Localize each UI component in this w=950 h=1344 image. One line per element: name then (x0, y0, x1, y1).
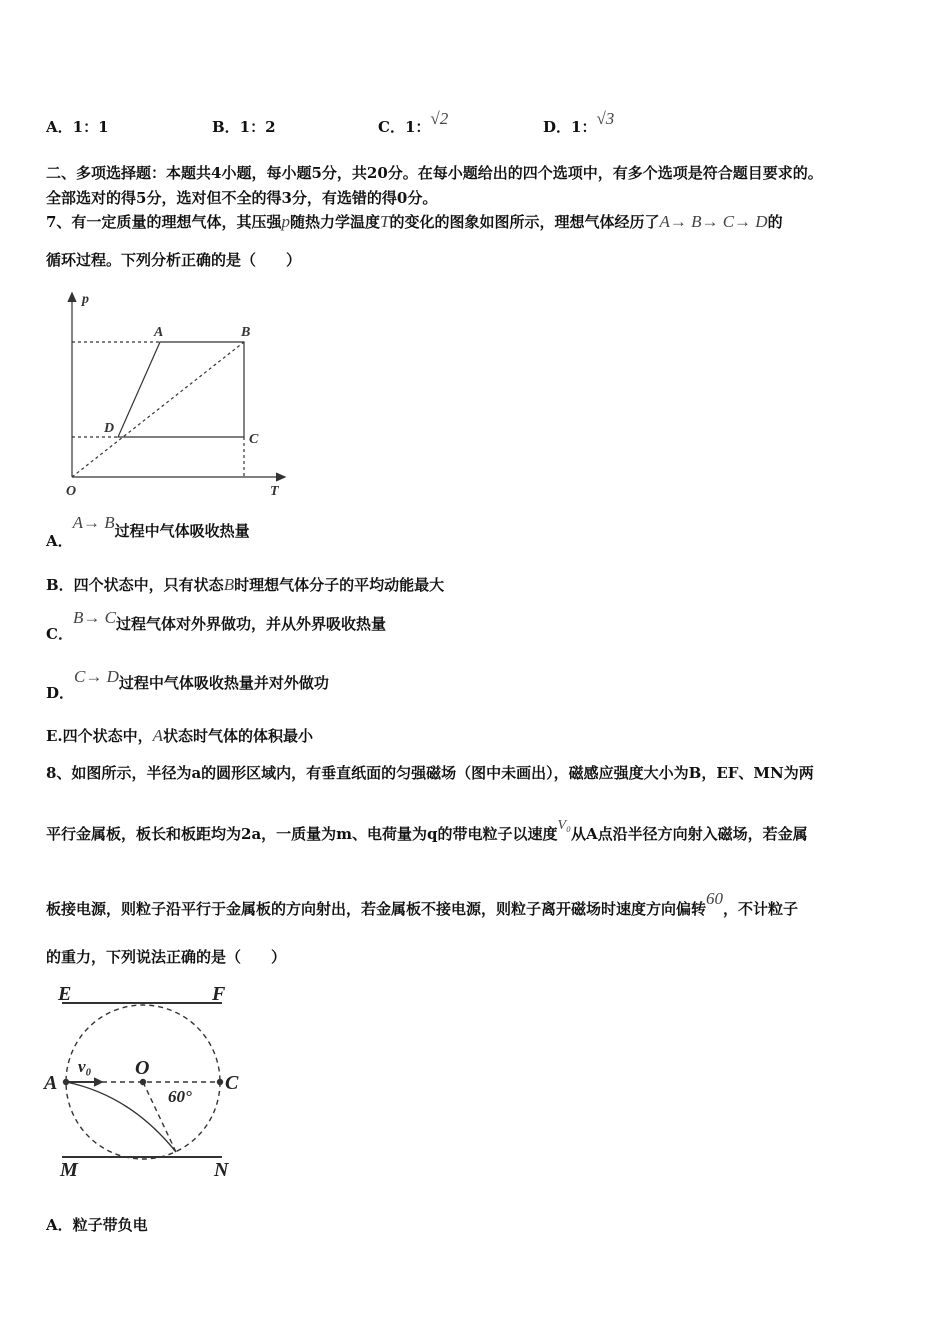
text: 时理想气体分子的平均动能最大 (234, 576, 445, 594)
label-v0: v₀ (78, 1057, 92, 1076)
label-e: E (58, 983, 72, 1005)
math: √2 (430, 109, 449, 128)
q7-option-c[interactable] (46, 608, 386, 643)
q6-option-b[interactable]: B．1：2 (212, 118, 276, 136)
magnetic-field-figure (62, 1003, 223, 1159)
origin-label: O (66, 484, 77, 499)
letter: E.四个状态中， (46, 727, 153, 745)
p-axis-label: p (82, 292, 89, 307)
t: 随热力学温度 (289, 213, 380, 231)
math: B→ C (72, 608, 116, 627)
math: A (152, 726, 164, 745)
m: V₀ (557, 818, 571, 833)
label: C．1： (378, 118, 431, 136)
label: D．1： (543, 118, 597, 136)
point-a-label: A (154, 325, 164, 340)
q8-option-a[interactable]: A．粒子带负电 (46, 1216, 148, 1234)
math: C→ D (74, 667, 119, 686)
math: A→ B (72, 513, 115, 532)
t: ，不计粒子 (723, 900, 799, 918)
m: p (281, 212, 290, 231)
math: B (223, 575, 235, 594)
m: T (379, 212, 390, 231)
label-f: F (212, 983, 226, 1005)
label-m: M (60, 1159, 78, 1181)
letter: B．四个状态中，只有状态 (46, 576, 224, 594)
letter: A． (46, 532, 73, 550)
q8-stem-line1: 8、如图所示，半径为a的圆形区域内，有垂直纸面的匀强磁场（图中未画出），磁感应强度大小为B，EF、MN为两 (46, 764, 814, 782)
t: 从A点沿半径方向射入磁场，若金属 (570, 825, 808, 843)
t-axis-label: T (270, 484, 279, 499)
q7-option-e[interactable] (46, 725, 313, 746)
label-angle: 60° (168, 1087, 192, 1106)
point-c-label: C (249, 432, 259, 447)
q7-option-b[interactable] (46, 574, 444, 595)
t: 平行金属板，板长和板距均为2a，一质量为m、电荷量为q的带电粒子以速度 (46, 825, 558, 843)
q8-stem-line2 (46, 818, 808, 844)
label-n: N (214, 1159, 229, 1181)
q7-option-d[interactable] (46, 667, 329, 702)
t: 的变化的图象如图所示，理想气体经历了 (389, 213, 660, 231)
letter: C． (46, 625, 73, 643)
t: 板接电源，则粒子沿平行于金属板的方向射出，若金属板不接电源，则粒子离开磁场时速度方向偏转 (46, 900, 707, 918)
label-a: A (44, 1072, 58, 1094)
t: 的 (767, 213, 783, 231)
q7-stem-line2: 循环过程。下列分析正确的是（ ） (46, 251, 302, 269)
q6-option-a[interactable]: A．1：1 (46, 118, 109, 136)
q7-option-a[interactable] (46, 513, 250, 550)
m: A→ B→ C→ D (659, 212, 768, 231)
pt-graph (68, 293, 285, 481)
q8-stem-line3 (46, 889, 799, 919)
text: 过程气体对外界做功，并从外界吸收热量 (115, 615, 386, 633)
section-instructions: 全部选对的得5分，选对但不全的得3分，有选错的得0分。 (46, 189, 438, 207)
label-o: O (135, 1057, 150, 1079)
text: 过程中气体吸收热量 (114, 522, 250, 540)
m: 60 (706, 889, 724, 908)
section-heading: 二、多项选择题：本题共4小题，每小题5分，共20分。在每小题给出的四个选项中，有多个选项是符合题目要求的。 (46, 164, 823, 182)
point-d-label: D (104, 421, 115, 436)
point-b-label: B (241, 325, 251, 340)
text: 状态时气体的体积最小 (163, 727, 314, 745)
q8-stem-line4: 的重力，下列说法正确的是（ ） (46, 948, 287, 966)
label-c: C (225, 1072, 239, 1094)
text: 过程中气体吸收热量并对外做功 (118, 674, 329, 692)
letter: D． (46, 684, 75, 702)
math: √3 (596, 109, 615, 128)
t: 7、有一定质量的理想气体，其压强 (46, 213, 282, 231)
